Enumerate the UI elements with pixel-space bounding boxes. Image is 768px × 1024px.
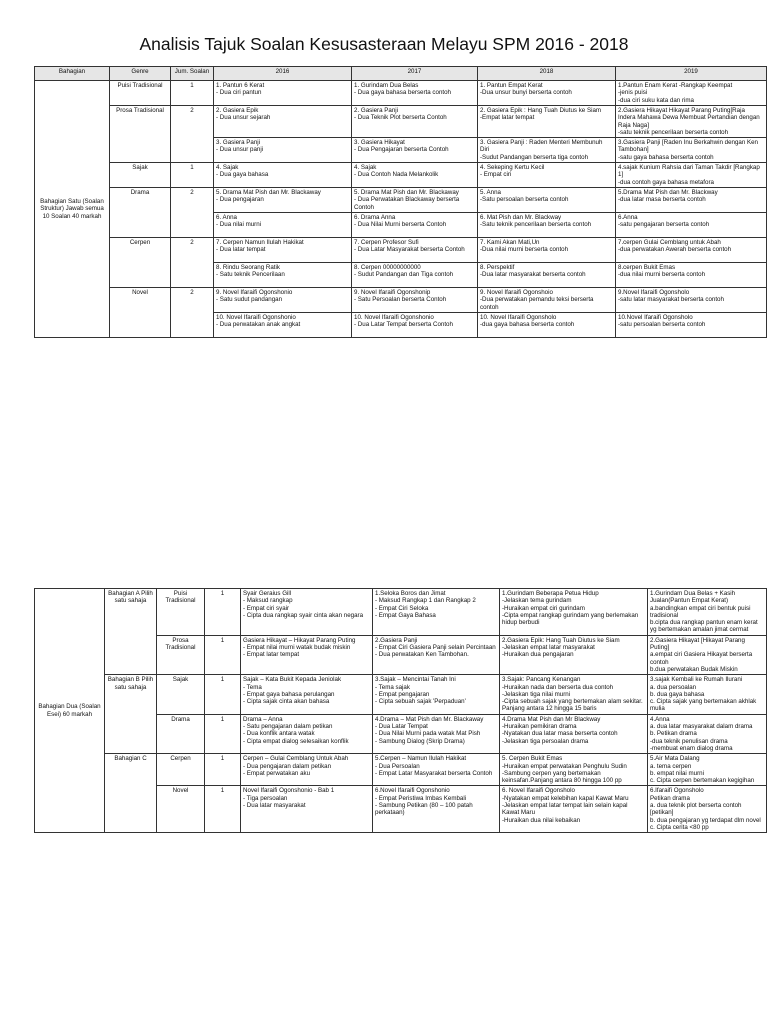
jum-soalan-cell: 2 [171, 188, 214, 238]
jum-soalan-cell: 1 [205, 675, 241, 714]
question-cell: Syair Geraius Gill - Maksud rangkap - Empat ciri syair - Cipta dua rangkap syair cinta akan negara [241, 589, 373, 636]
question-cell: 1. Pantun Empat Kerat -Dua unsur bunyi berserta contoh [478, 81, 616, 106]
question-cell: 6.Novel Ifaraifi Ogonshonio - Empat Peristiwa Imbas Kembali - Sambung Petikan (80 – 100 patah perkataan) [373, 786, 500, 833]
table-bahagian-dua [34, 588, 767, 833]
table-row [35, 675, 767, 714]
question-cell: 4.sajak Kunium Rahsia dari Taman Takdir [Rangkap 1] -dua contoh gaya bahasa metafora [616, 163, 767, 188]
question-cell: 6. Novel Ifaraifi Ogonsholo -Nyatakan empat kelebihan kapal Kawat Maru -Jelaskan empat latar tempat lain selain kapal Kawat Maru -Huraikan dua nilai kebaikan [500, 786, 648, 833]
column-header: Bahagian [35, 67, 110, 81]
question-cell: 8. Rindu Seorang Ratik - Satu teknik Pencerilaan [214, 263, 352, 288]
jum-soalan-cell: 1 [205, 754, 241, 786]
question-cell: 8.cerpen Bukit Emas -dua nilai murni berserta contoh [616, 263, 767, 288]
question-cell: 4. Sekeping Kertu Kecil - Empat ciri [478, 163, 616, 188]
question-cell: 1.Gurindam Beberapa Petua Hidup -Jelaskan tema gurindam -Huraikan empat ciri gurindam -Cipta empat rangkap gurindam yang berlemakan hidup berbudi [500, 589, 648, 636]
table-header-row [35, 67, 767, 81]
question-cell: 4. Sajak - Dua gaya bahasa [214, 163, 352, 188]
question-cell: 3.Gasiera Panji [Raden Inu Berkahwin dengan Ken Tambohan] -satu gaya bahasa berserta contoh [616, 138, 767, 163]
question-cell: Drama – Anna - Satu pengajaran dalam petikan - Dua konflik antara watak - Cipta empat dialog selesaikan konflik [241, 714, 373, 753]
question-cell: 7. Cerpen Profesor Sufi - Dua Latar Masyarakat berserta Contoh [352, 238, 478, 263]
question-cell: 1.Pantun Enam Kerat -Rangkap Keempat -jenis puisi -dua ciri suku kata dan rima [616, 81, 767, 106]
column-header: Genre [110, 67, 171, 81]
question-cell: 8. Cerpen 00000000000 - Sudut Pandangan dan Tiga contoh [352, 263, 478, 288]
question-cell: 10. Novel Ifaraifi Ogonsholo -dua gaya bahasa berserta contoh [478, 313, 616, 338]
column-header: 2017 [352, 67, 478, 81]
question-cell: 7. Kami Akan Mati,Un -Dua nilai murni berserta contoh [478, 238, 616, 263]
question-cell: 3.Sajak: Pancang Kenangan -Huraikan nada dan berserta dua contoh -Jelaskan tiga nilai murni -Cipta sebuah sajak yang bertemakan alam sekitar. Panjang antara 12 hingga 15 baris [500, 675, 648, 714]
table-row [35, 238, 767, 263]
question-cell: 5.Drama Mat Pish dan Mr. Blackway -dua latar masa berserta contoh [616, 188, 767, 213]
table-row [35, 188, 767, 213]
question-cell: 6.Anna -satu pengajaran berserta contoh [616, 213, 767, 238]
question-cell: 4.Drama Mat Pish dan Mr Blackway -Huraikan pemikiran drama -Nyatakan dua latar masa berserta contoh -Jelaskan tiga persoalan drama [500, 714, 648, 753]
genre-cell: Novel [157, 786, 205, 833]
genre-cell: Sajak [110, 163, 171, 188]
bahagian-cell: Bahagian A Pilih satu sahaja [105, 589, 157, 675]
jum-soalan-cell: 1 [171, 163, 214, 188]
jum-soalan-cell: 1 [171, 81, 214, 106]
question-cell: 2.Gasiera Panji - Empat Ciri Gasiera Panji selain Percintaan - Dua perwatakan Ken Tambohan. [373, 635, 500, 674]
jum-soalan-cell: 2 [171, 106, 214, 163]
table-bahagian-satu [34, 66, 767, 338]
question-cell: 1. Gurindam Dua Belas - Dua gaya bahasa berserta contoh [352, 81, 478, 106]
jum-soalan-cell: 1 [205, 786, 241, 833]
section-label: Bahagian Satu (Soalan Struktur) Jawab semua 10 Soalan 40 markah [35, 81, 110, 338]
question-cell: 2. Gasiera Panji - Dua Teknik Plot berserta Contoh [352, 106, 478, 138]
question-cell: 5. Anna -Satu persoalan berserta contoh [478, 188, 616, 213]
question-cell: 5.Cerpen – Namun Ilulah Hakikat - Dua Persoalan - Empat Latar Masyarakat berserta Contoh [373, 754, 500, 786]
question-cell: Novel Ifaraifi Ogonshonio - Bab 1 - Tiga persoalan - Dua latar masyarakat [241, 786, 373, 833]
question-cell: 5. Cerpen Bukit Emas -Huraikan empat perwatakan Penghulu Sudin -Sambung cerpen yang bertemakan keinsafan.Panjang antara 80 hingga 100 pp [500, 754, 648, 786]
question-cell: 1.Seloka Boros dan Jimat - Maksud Rangkap 1 dan Rangkap 2 - Empat Ciri Seloka - Empat Gaya Bahasa [373, 589, 500, 636]
table-row [35, 754, 767, 786]
genre-cell: Sajak [157, 675, 205, 714]
question-cell: 1. Pantun 6 Kerat - Dua ciri pantun [214, 81, 352, 106]
genre-cell: Novel [110, 288, 171, 338]
question-cell: 2. Gasiera Epik : Hang Tuah Diutus ke Siam -Empat latar tempat [478, 106, 616, 138]
genre-cell: Cerpen [157, 754, 205, 786]
question-cell: 3. Gasiera Hikayat - Dua Pengajaran berserta Contoh [352, 138, 478, 163]
bahagian-cell: Bahagian B Pilih satu sahaja [105, 675, 157, 754]
question-cell: 5.Air Mata Dalang a. tema cerpen b. empat nilai murni c. Cipta cerpen bertemakan kegigihan [648, 754, 767, 786]
genre-cell: Puisi Tradisional [157, 589, 205, 636]
jum-soalan-cell: 1 [205, 589, 241, 636]
question-cell: 9. Novel Ifaraifi Ogonshonio - Satu sudut pandangan [214, 288, 352, 313]
question-cell: 5. Drama Mat Pish dan Mr. Blackaway - Dua Perwatakan Blackaway berserta Contoh [352, 188, 478, 213]
question-cell: 5. Drama Mat Pish dan Mr. Blackaway - Dua pengajaran [214, 188, 352, 213]
genre-cell: Cerpen [110, 238, 171, 288]
question-cell: 10. Novel Ifaraifi Ogonshonio - Dua perwatakan anak angkat [214, 313, 352, 338]
question-cell: 2.Gasiera Hikayat [Hikayat Parang Puting] a.empat ciri Gasiera Hikayat berserta contoh b.dua perwatakan Budak Miskin [648, 635, 767, 674]
question-cell: 3.sajak Kembali ke Rumah Ilurani a. dua persoalan b. dua gaya bahasa c. Cipta sajak yang bertemakan akhlak mulia [648, 675, 767, 714]
column-header: 2016 [214, 67, 352, 81]
question-cell: 4.Anna a. dua latar masyarakat dalam drama b. Petikan drama -dua teknik penulisan drama -membuat enam dialog drama [648, 714, 767, 753]
genre-cell: Puisi Tradisional [110, 81, 171, 106]
jum-soalan-cell: 2 [171, 288, 214, 338]
table-row [35, 163, 767, 188]
genre-cell: Drama [157, 714, 205, 753]
question-cell: 6.Ifaraifi Ogonsholo Petikan drama a. dua teknik plot berserta contoh [petikan] b. dua pengajaran yg terdapat dlm novel c. Cipta cerita <80 pp [648, 786, 767, 833]
genre-cell: Prosa Tradisional [110, 106, 171, 163]
question-cell: 7.cerpen Gulai Cemblang untuk Abah -dua perwatakan Awerah berserta contoh [616, 238, 767, 263]
column-header: 2019 [616, 67, 767, 81]
question-cell: 9.Novel Ifaraifi Ogonsholo -satu latar masyarakat berserta contoh [616, 288, 767, 313]
question-cell: 9. Novel Ifaraifi Ogonshonip - Satu Persoalan berserta Contoh [352, 288, 478, 313]
question-cell: 3. Gasiera Panji - Dua unsur panji [214, 138, 352, 163]
question-cell: Sajak – Kata Bukit Kepada Jeniolak - Tema - Empat gaya bahasa perulangan - Cipta sajak cinta akan bahasa [241, 675, 373, 714]
table-row [35, 81, 767, 106]
question-cell: 4.Drama – Mat Pish dan Mr. Blackaway - Dua Latar Tempat - Dua Nilai Murni pada watak Mat Pish - Sambung Dialog (Skrip Drama) [373, 714, 500, 753]
question-cell: 6. Mat Pish dan Mr. Blackway -Satu teknik pencerilaan berserta contoh [478, 213, 616, 238]
genre-cell: Drama [110, 188, 171, 238]
question-cell: 6. Anna - Dua nilai murni [214, 213, 352, 238]
question-cell: Cerpen – Gulai Cemblang Untuk Abah - Dua pengajaran dalam petikan - Empat perwatakan aku [241, 754, 373, 786]
bahagian-cell: Bahagian C [105, 754, 157, 833]
question-cell: 7. Cerpen Namun Ilulah Hakikat - Dua latar tempat [214, 238, 352, 263]
question-cell: 4. Sajak - Dua Contoh Nada Melankolik [352, 163, 478, 188]
question-cell: 10. Novel Ifaraifi Ogonshonio - Dua Latar Tempat berserta Contoh [352, 313, 478, 338]
question-cell: 6. Drama Anna - Dua Nilai Murni berserta Contoh [352, 213, 478, 238]
question-cell: Gasiera Hikayat – Hikayat Parang Puting - Empat nilai murni watak budak miskin - Empat latar tempat [241, 635, 373, 674]
genre-cell: Prosa Tradisional [157, 635, 205, 674]
question-cell: 3. Gasiera Panji : Raden Menteri Membunuh Diri -Sudut Pandangan berserta tiga contoh [478, 138, 616, 163]
table-row [35, 589, 767, 636]
section-label: Bahagian Dua (Soalan Esei) 60 markah [35, 589, 105, 833]
column-header: Jum. Soalan [171, 67, 214, 81]
jum-soalan-cell: 1 [205, 635, 241, 674]
question-cell: 3.Sajak – Mencintai Tanah Ini - Tema sajak - Empat pengajaran - Cipta sebuah sajak 'Perpaduan' [373, 675, 500, 714]
table-row [35, 106, 767, 138]
question-cell: 10.Novel Ifaraifi Ogonsholo -satu persoalan berserta contoh [616, 313, 767, 338]
question-cell: 9. Novel Ifaraifi Ogonshoio -Dua perwatakan pemandu teksi berserta contoh [478, 288, 616, 313]
jum-soalan-cell: 2 [171, 238, 214, 288]
question-cell: 2.Gasiera Hikayat Hikayat Parang Puting[Raja Indera Mahawa Dewa Membuat Pertandian dengan Raja Naga] -satu teknik pencerilaan berserta contoh [616, 106, 767, 138]
question-cell: 1.Gurindam Dua Belas + Kasih Jualan(Pantun Empat Kerat) a.bandingkan empat ciri bentuk puisi tradisional b.cipta dua rangkap pantun enam kerat yg bertemakan amalan jimat cermat [648, 589, 767, 636]
question-cell: 8. Perspektif -Dua latar masyarakat berserta contoh [478, 263, 616, 288]
page-title: Analisis Tajuk Soalan Kesusasteraan Melayu SPM 2016 - 2018 [139, 34, 629, 54]
table-row [35, 288, 767, 313]
question-cell: 2.Gasiera Epik: Hang Tuah Diutus ke Siam -Jelaskan empat latar masyarakat -Huraikan dua pengajaran [500, 635, 648, 674]
jum-soalan-cell: 1 [205, 714, 241, 753]
question-cell: 2. Gasiera Epik - Dua unsur sejarah [214, 106, 352, 138]
column-header: 2018 [478, 67, 616, 81]
